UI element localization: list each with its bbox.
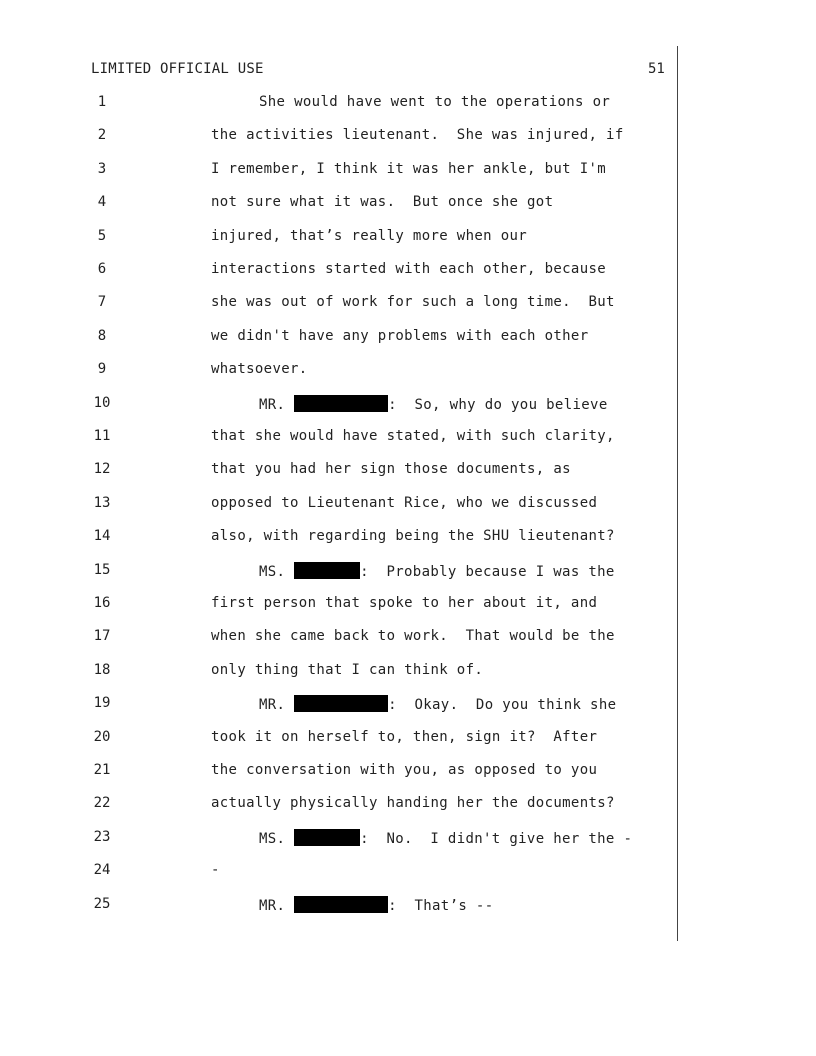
transcript-line [0, 94, 816, 118]
line-number: 17 [93, 628, 111, 645]
line-number: 5 [97, 227, 107, 244]
line-number: 24 [93, 862, 111, 879]
transcript-line [0, 428, 816, 452]
transcript-line [0, 261, 816, 285]
transcript-line [0, 795, 816, 819]
line-number: 9 [97, 361, 107, 378]
line-text [211, 495, 597, 511]
spoken-text: that she would have stated, with such clarity, [211, 428, 615, 444]
line-text [211, 361, 308, 377]
transcript-line [0, 595, 816, 619]
spoken-text: - [211, 862, 220, 879]
spoken-text: whatsoever. [211, 361, 308, 378]
spoken-text: that you had her sign those documents, as [211, 461, 571, 478]
line-text [211, 628, 615, 644]
line-number: 12 [93, 461, 111, 478]
line-number: 1 [97, 94, 107, 110]
spoken-text: we didn't have any problems with each other [211, 327, 589, 344]
line-number: 2 [97, 127, 107, 144]
redaction-box [294, 896, 388, 913]
speaker-label: MR. [259, 396, 286, 413]
line-number: 7 [97, 294, 107, 311]
line-text [211, 294, 615, 310]
line-number: 6 [97, 261, 107, 277]
transcript-line [0, 361, 816, 385]
line-text [211, 228, 527, 244]
line-number: 10 [93, 394, 111, 411]
redaction-box [294, 829, 360, 846]
spoken-text: not sure what it was. But once she got [211, 194, 554, 211]
transcript-line [0, 194, 816, 218]
spoken-text: opposed to Lieutenant Rice, who we discussed [211, 494, 598, 511]
line-text [211, 729, 597, 745]
line-text [211, 662, 483, 678]
line-text [211, 127, 624, 143]
transcript-line [0, 228, 816, 252]
line-number: 16 [93, 595, 111, 611]
transcript-line [0, 862, 816, 886]
spoken-text: took it on herself to, then, sign it? After [211, 728, 598, 745]
line-text [211, 862, 220, 878]
line-text [259, 829, 632, 847]
line-text [211, 428, 615, 444]
line-text [211, 595, 597, 611]
line-text [259, 395, 608, 413]
line-number: 25 [93, 895, 111, 912]
spoken-text: : No. I didn't give her the - [360, 830, 633, 847]
spoken-text: She would have went to the operations or [259, 94, 611, 110]
transcript-line [0, 662, 816, 686]
spoken-text: the activities lieutenant. She was injured, if [211, 127, 624, 144]
spoken-text: also, with regarding being the SHU lieutenant? [211, 528, 615, 545]
transcript-line [0, 829, 816, 853]
line-number: 3 [97, 160, 107, 177]
line-text [211, 194, 553, 210]
spoken-text: : That’s -- [388, 897, 494, 914]
line-text [211, 161, 606, 177]
spoken-text: injured, that’s really more when our [211, 227, 528, 244]
redaction-box [294, 695, 388, 712]
speaker-label: MS. [259, 563, 286, 580]
line-number: 15 [93, 561, 111, 578]
spoken-text: first person that spoke to her about it, and [211, 595, 598, 611]
line-number: 21 [93, 762, 111, 778]
line-text [211, 328, 588, 344]
spoken-text: the conversation with you, as opposed to you [211, 762, 598, 778]
line-number: 8 [97, 327, 107, 344]
line-text [259, 896, 493, 914]
line-number: 4 [97, 194, 107, 211]
transcript-line [0, 729, 816, 753]
line-number: 22 [93, 795, 111, 812]
transcript-line [0, 127, 816, 151]
line-text [211, 261, 606, 277]
line-text [211, 762, 597, 778]
speaker-label: MS. [259, 830, 286, 847]
speaker-label: MR. [259, 697, 286, 714]
line-number: 23 [93, 828, 111, 845]
spoken-text: : So, why do you believe [388, 396, 608, 413]
spoken-text: only thing that I can think of. [211, 661, 484, 678]
redaction-box [294, 395, 388, 412]
line-number: 20 [93, 728, 111, 745]
transcript-line [0, 562, 816, 586]
spoken-text: interactions started with each other, because [211, 261, 607, 277]
line-text [211, 461, 571, 477]
line-text [259, 695, 616, 713]
line-number: 14 [93, 528, 111, 545]
spoken-text: actually physically handing her the documents? [211, 795, 615, 812]
redaction-box [294, 562, 360, 579]
transcript-line [0, 628, 816, 652]
line-text [259, 94, 610, 110]
line-number: 19 [93, 695, 111, 712]
transcript-line [0, 495, 816, 519]
speaker-label: MR. [259, 897, 286, 914]
spoken-text: : Okay. Do you think she [388, 697, 617, 714]
transcript-line [0, 762, 816, 786]
transcript-line [0, 395, 816, 419]
transcript-line [0, 294, 816, 318]
spoken-text: : Probably because I was the [360, 563, 615, 580]
transcript-line [0, 896, 816, 920]
classification-header: LIMITED OFFICIAL USE [91, 61, 264, 77]
transcript-line [0, 328, 816, 352]
page-number: 51 [648, 61, 665, 77]
spoken-text: I remember, I think it was her ankle, but I'm [211, 160, 607, 177]
line-number: 11 [93, 428, 111, 444]
line-text [211, 795, 615, 811]
transcript-line [0, 161, 816, 185]
line-text [259, 562, 615, 580]
line-number: 13 [93, 494, 111, 511]
spoken-text: she was out of work for such a long time. But [211, 294, 615, 311]
line-number: 18 [93, 661, 111, 678]
transcript-line [0, 695, 816, 719]
transcript-line [0, 461, 816, 485]
spoken-text: when she came back to work. That would be the [211, 628, 615, 645]
line-text [211, 528, 615, 544]
transcript-line [0, 528, 816, 552]
